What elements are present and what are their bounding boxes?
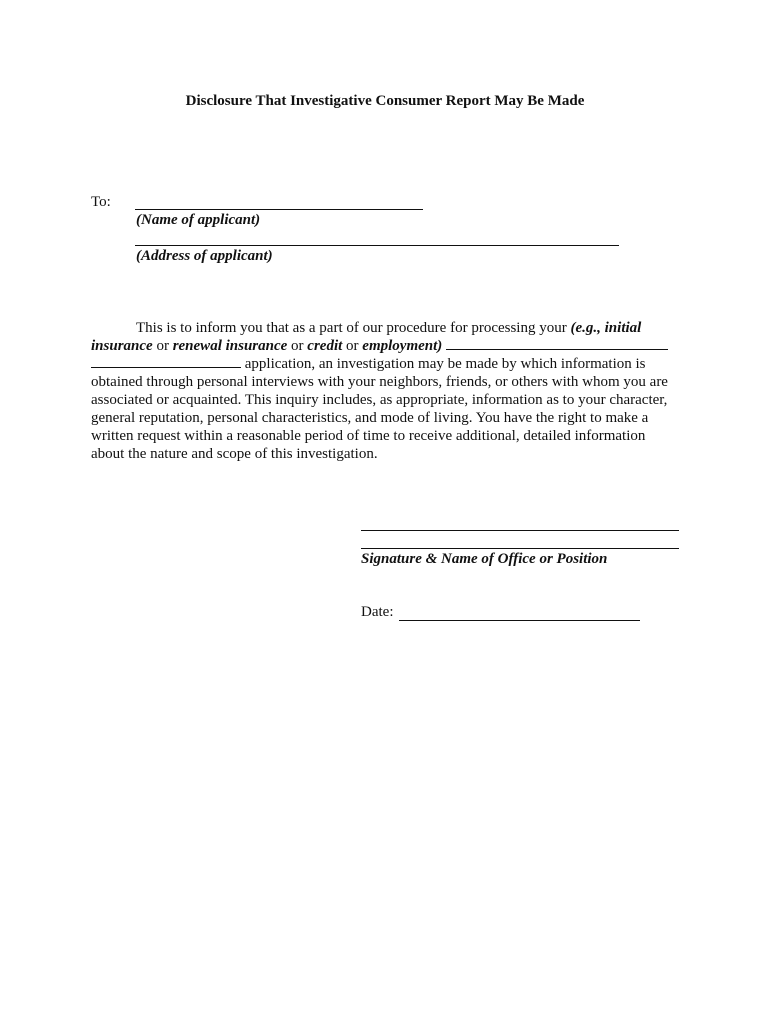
application-type-blank-1	[446, 337, 668, 350]
paragraph-line-2: insurance or renewal insurance or credit or employment)	[91, 337, 677, 355]
document-title: Disclosure That Investigative Consumer Report May Be Made	[185, 93, 585, 109]
to-label: To:	[91, 194, 111, 210]
applicant-address-line	[135, 245, 619, 246]
disclosure-paragraph	[91, 319, 677, 463]
application-type-blank-2	[91, 355, 241, 368]
name-of-applicant-caption: (Name of applicant)	[136, 212, 261, 228]
examples-emphasis: (e.g., initial	[570, 320, 642, 336]
date-label: Date:	[361, 604, 394, 620]
paragraph-line-6: general reputation, personal characteristics, and mode of living. You have the right to make a	[91, 410, 649, 426]
paragraph-line-8: about the nature and scope of this investigation.	[91, 446, 378, 462]
paragraph-line-7: written request within a reasonable period of time to receive additional, detailed information	[91, 428, 646, 444]
paragraph-line-4: obtained through personal interviews with your neighbors, friends, or others with whom you are	[91, 374, 668, 390]
signature-line-1	[361, 530, 679, 531]
date-line	[399, 620, 640, 621]
paragraph-line-5: associated or acquainted. This inquiry includes, as appropriate, information as to your character,	[91, 392, 668, 408]
applicant-name-line	[135, 209, 423, 210]
address-of-applicant-caption: (Address of applicant)	[136, 248, 273, 264]
paragraph-line-3: application, an investigation may be made by which information is	[91, 355, 677, 373]
signature-caption: Signature & Name of Office or Position	[361, 551, 608, 567]
signature-line-2	[361, 548, 679, 549]
paragraph-line-1: This is to inform you that as a part of our procedure for processing your (e.g., initial	[136, 320, 642, 336]
